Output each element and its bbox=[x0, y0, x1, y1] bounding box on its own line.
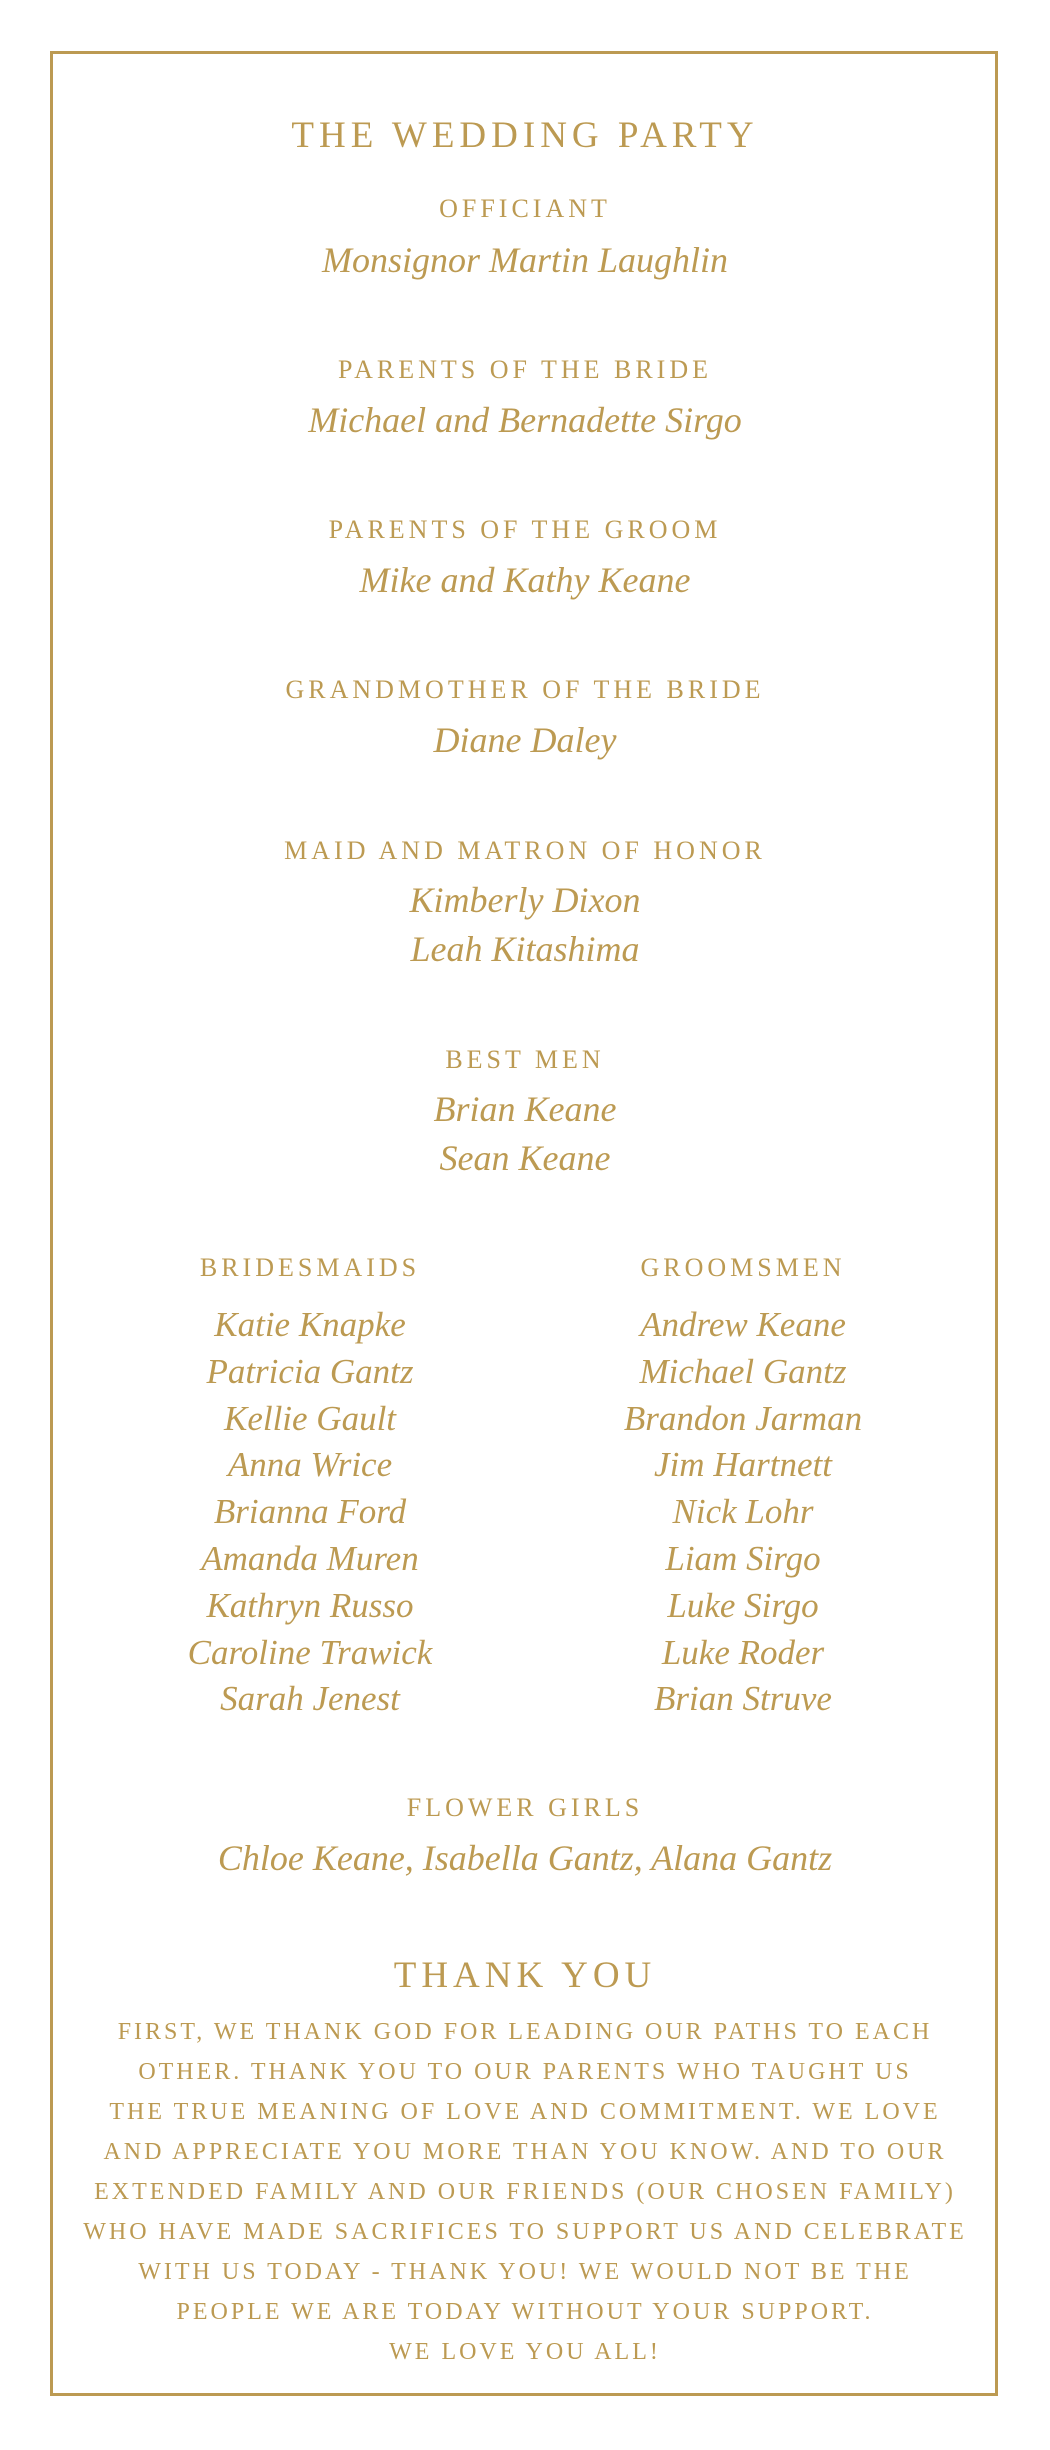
bridesmaid-name: Kellie Gault bbox=[223, 1398, 397, 1438]
groomsman-name: Liam Sirgo bbox=[665, 1538, 821, 1578]
officiant-label: OFFICIANT bbox=[439, 194, 611, 223]
bridesmaid-name: Amanda Muren bbox=[201, 1538, 419, 1578]
grandmother-name: Diane Daley bbox=[433, 720, 617, 760]
best-men-names bbox=[0, 1085, 1050, 1183]
groomsmen-label: GROOMSMEN bbox=[640, 1253, 846, 1282]
groomsman-name: Luke Roder bbox=[661, 1632, 825, 1672]
officiant-names bbox=[0, 236, 1050, 285]
grandmother-label: GRANDMOTHER OF THE BRIDE bbox=[285, 675, 765, 704]
best-man-name: Sean Keane bbox=[439, 1138, 611, 1178]
honor-name: Leah Kitashima bbox=[410, 929, 640, 969]
groomsman-name: Brandon Jarman bbox=[623, 1398, 863, 1438]
honor-names bbox=[0, 876, 1050, 974]
groomsman-name: Brian Struve bbox=[654, 1679, 832, 1719]
bridesmaids-column bbox=[90, 1252, 530, 1723]
bridesmaid-name: Brianna Ford bbox=[213, 1492, 407, 1532]
parents-groom-label: PARENTS OF THE GROOM bbox=[328, 515, 722, 544]
thank-you-line: PEOPLE WE ARE TODAY WITHOUT YOUR SUPPORT. bbox=[176, 2299, 874, 2325]
groomsman-name: Andrew Keane bbox=[640, 1305, 846, 1344]
bridesmaid-name: Kathryn Russo bbox=[206, 1585, 414, 1625]
thank-you-line: THE TRUE MEANING OF LOVE AND COMMITMENT. WE LOVE bbox=[109, 2099, 941, 2125]
groomsman-name: Nick Lohr bbox=[672, 1492, 814, 1532]
thank-you-line: OTHER. THANK YOU TO OUR PARENTS WHO TAUGHT US bbox=[138, 2059, 912, 2085]
best-men-label: BEST MEN bbox=[445, 1045, 605, 1074]
thank-you-message bbox=[60, 2012, 990, 2372]
thank-you-line: FIRST, WE THANK GOD FOR LEADING OUR PATHS TO EACH bbox=[117, 2019, 933, 2045]
thank-you-line: WE LOVE YOU ALL! bbox=[389, 2339, 661, 2365]
thank-you-line: WHO HAVE MADE SACRIFICES TO SUPPORT US AND CELEBRATE bbox=[83, 2219, 967, 2245]
best-man-name: Brian Keane bbox=[433, 1089, 617, 1129]
bridesmaid-name: Sarah Jenest bbox=[220, 1679, 400, 1719]
bridesmaid-name: Patricia Gantz bbox=[206, 1351, 414, 1391]
groomsmen-column bbox=[523, 1252, 963, 1723]
thank-you-line: WITH US TODAY - THANK YOU! WE WOULD NOT BE THE bbox=[138, 2259, 912, 2285]
flower-girls-names bbox=[0, 1834, 1050, 1883]
bridesmaid-name: Katie Knapke bbox=[214, 1305, 406, 1344]
bridesmaid-name: Anna Wrice bbox=[227, 1445, 393, 1485]
parents-bride-names bbox=[0, 396, 1050, 445]
page-title: THE WEDDING PARTY bbox=[291, 115, 759, 156]
officiant-name: Monsignor Martin Laughlin bbox=[321, 240, 729, 280]
thank-you-title: THANK YOU bbox=[393, 1955, 657, 1996]
thank-you-line: AND APPRECIATE YOU MORE THAN YOU KNOW. AND TO OUR bbox=[103, 2139, 947, 2165]
flower-girls-label: FLOWER GIRLS bbox=[406, 1793, 644, 1822]
parents-groom-name: Mike and Kathy Keane bbox=[359, 560, 691, 600]
bridesmaids-list bbox=[90, 1302, 530, 1723]
groomsman-name: Michael Gantz bbox=[639, 1351, 847, 1391]
parents-bride-label: PARENTS OF THE BRIDE bbox=[338, 355, 712, 384]
bridesmaid-name: Caroline Trawick bbox=[187, 1632, 433, 1672]
honor-name: Kimberly Dixon bbox=[409, 880, 641, 920]
thank-you-line: EXTENDED FAMILY AND OUR FRIENDS (OUR CHOSEN FAMILY) bbox=[94, 2179, 956, 2205]
bridesmaids-label: BRIDESMAIDS bbox=[199, 1253, 421, 1282]
groomsman-name: Jim Hartnett bbox=[654, 1445, 832, 1485]
flower-girls-name: Chloe Keane, Isabella Gantz, Alana Gantz bbox=[217, 1838, 833, 1878]
groomsman-name: Luke Sirgo bbox=[667, 1585, 819, 1625]
groomsmen-list bbox=[523, 1302, 963, 1723]
parents-groom-names bbox=[0, 556, 1050, 605]
honor-label: MAID AND MATRON OF HONOR bbox=[284, 836, 766, 865]
parents-bride-name: Michael and Bernadette Sirgo bbox=[308, 400, 742, 440]
grandmother-names bbox=[0, 716, 1050, 765]
